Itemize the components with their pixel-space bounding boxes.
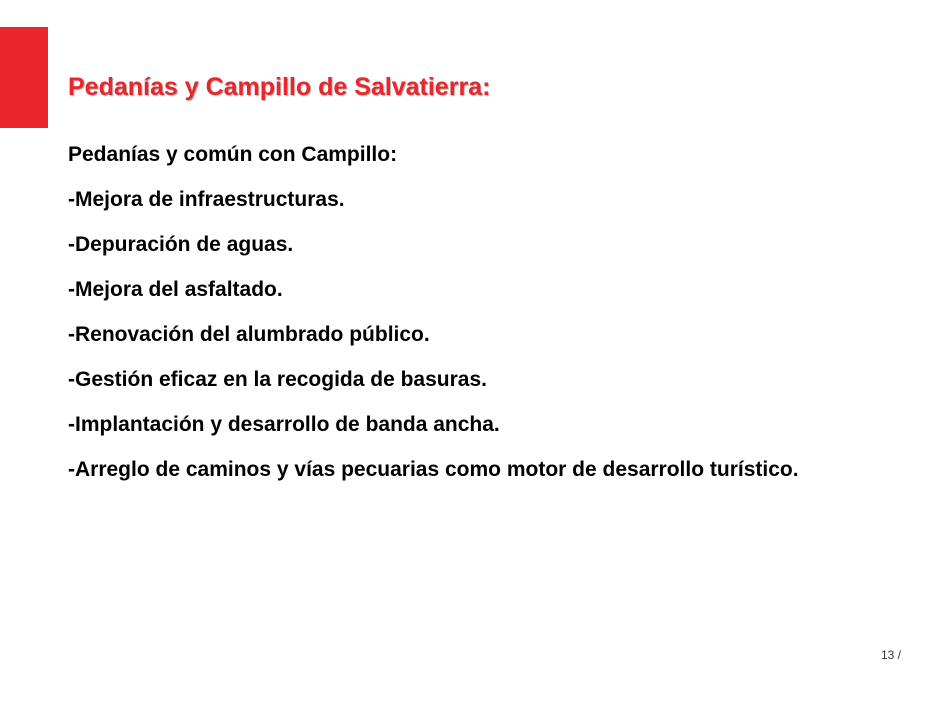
list-item: -Depuración de aguas. — [68, 233, 294, 256]
page-number: 13 / — [881, 648, 902, 662]
list-item: -Gestión eficaz en la recogida de basuras. — [68, 368, 487, 391]
list-item: -Arreglo de caminos y vías pecuarias como motor de desarrollo turístico. — [68, 458, 799, 481]
list-item: -Renovación del alumbrado público. — [68, 323, 430, 346]
slide-title: Pedanías y Campillo de Salvatierra: — [68, 73, 491, 101]
accent-bar — [0, 27, 48, 128]
list-item: -Mejora del asfaltado. — [68, 278, 283, 301]
list-item: -Mejora de infraestructuras. — [68, 188, 345, 211]
intro-text: Pedanías y común con Campillo: — [68, 143, 398, 166]
list-item: -Implantación y desarrollo de banda ancha. — [68, 413, 500, 436]
slide-content — [68, 140, 882, 500]
